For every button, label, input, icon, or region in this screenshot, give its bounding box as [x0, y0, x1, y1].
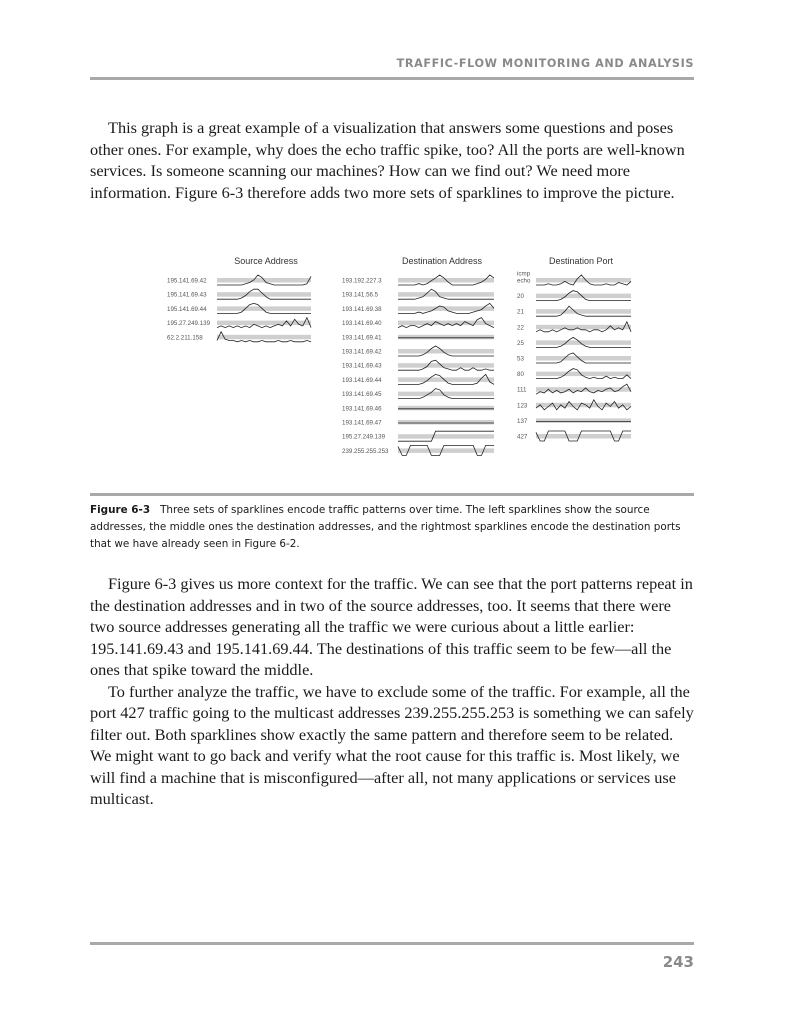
- sparkline-band: [217, 321, 311, 326]
- sparkline-label: 193.192.227.3: [342, 277, 382, 285]
- sparkline-label: 22: [517, 324, 524, 332]
- sparkline-label: 53: [517, 355, 524, 363]
- sparkline-label: 195.141.69.42: [167, 277, 207, 285]
- sparkline-label: 21: [517, 308, 524, 316]
- sparkline-figure: [165, 252, 635, 482]
- sparkline-label: 193.141.69.44: [342, 376, 382, 384]
- sparkline-band: [398, 448, 494, 453]
- sparkline-band: [398, 349, 494, 354]
- sparkline-band: [398, 392, 494, 397]
- sparkline-label: 193.141.69.46: [342, 405, 382, 413]
- sparkline-band: [217, 335, 311, 340]
- figure-caption-text: Three sets of sparklines encode traffic patterns over time. The left sparklines show the source addresses, the middle ones the destination addresses, and the rightmost sparklines encode the destination ports that we have already seen in Figure 6-2.: [90, 504, 681, 550]
- figure-rule: [90, 493, 694, 496]
- sparkline-band: [536, 356, 631, 361]
- intro-text: [90, 117, 695, 203]
- sparkline-band: [536, 434, 631, 439]
- sparkline-band: [536, 418, 631, 423]
- sparkline-label: 193.141.69.43: [342, 362, 382, 370]
- sparkline-label: icmp: [517, 270, 531, 278]
- running-head: TRAFFIC-FLOW MONITORING AND ANALYSIS: [396, 57, 694, 70]
- sparkline-label: 193.141.69.47: [342, 419, 382, 427]
- sparkline-label: 193.141.69.42: [342, 348, 382, 356]
- sparkline-band: [536, 372, 631, 377]
- sparkline-label: 193.141.69.40: [342, 320, 382, 328]
- sparkline-band: [398, 335, 494, 340]
- sparkline-label: 20: [517, 293, 524, 301]
- sparkline-label: 195.141.69.43: [167, 291, 207, 299]
- footer-rule: [90, 942, 694, 945]
- sparkline-label: 239.255.255.253: [342, 447, 389, 455]
- body-paragraph-2: To further analyze the traffic, we have to exclude some of the traffic. For example, all the port 427 traffic going to the multicast addresses 239.255.255.253 is something we can safely filter out. Both sparklines show exactly the same pattern and therefore seem to be related. We might want to go back and verify what the root cause for this traffic is. Most likely, we will find a machine that is misconfigured—after all, not many applications or services use multicast.: [90, 681, 694, 808]
- sparkline-label: 195.27.249.139: [167, 320, 211, 328]
- sparkline-label: 193.141.69.38: [342, 305, 382, 313]
- header-rule: [90, 77, 694, 80]
- sparkline-label: 193.141.69.45: [342, 391, 382, 399]
- sparkline-label: 193.141.69.41: [342, 334, 382, 342]
- sparkline-panel-title: Destination Address: [401, 256, 483, 266]
- sparkline-label: 137: [517, 417, 528, 425]
- sparkline-label: 80: [517, 371, 524, 379]
- sparkline-label: 195.27.249.139: [342, 433, 386, 441]
- sparkline-panel-title: Source Address: [234, 256, 298, 266]
- sparkline-label: 62.2.211.158: [167, 334, 203, 342]
- page-number: 243: [662, 953, 694, 971]
- intro-paragraph: This graph is a great example of a visualization that answers some questions and poses other ones. For example, why does the echo traffic spike, too? All the ports are well-known services. Is someone scanning our machines? How can we find out? We need more information. Figure 6-3 therefore adds two more sets of sparklines to improve the picture.: [90, 118, 685, 202]
- sparkline-label: 111: [517, 386, 527, 394]
- sparkline-band: [536, 278, 631, 283]
- body-paragraph-1: Figure 6-3 gives us more context for the traffic. We can see that the port patterns repeat in the destination addresses and in two of the source addresses, too. It seems that there were two source addresses generating all the traffic we were curious about a little earlier: 195.141.69.43 and 195.141.69.44. The destinations of this traffic seem to be few—all the ones that spike toward the middle.: [90, 574, 693, 679]
- body-after-figure: [90, 573, 695, 810]
- sparkline-label: 193.141.56.5: [342, 291, 379, 299]
- sparkline-band: [398, 363, 494, 368]
- sparkline-label: 123: [517, 402, 528, 410]
- sparkline-band: [398, 434, 494, 439]
- sparkline-band: [536, 309, 631, 314]
- sparkline-band: [398, 406, 494, 411]
- sparkline-label: 25: [517, 339, 524, 347]
- figure-label: Figure 6-3: [90, 504, 151, 516]
- sparkline-band: [398, 420, 494, 425]
- sparkline-band: [536, 340, 631, 345]
- figure-caption: [90, 502, 696, 553]
- sparkline-label: 427: [517, 433, 528, 441]
- sparkline-band: [398, 292, 494, 297]
- sparkline-label: echo: [517, 277, 531, 285]
- sparkline-label: 195.141.69.44: [167, 305, 207, 313]
- sparkline-panel-title: Destination Port: [548, 256, 614, 266]
